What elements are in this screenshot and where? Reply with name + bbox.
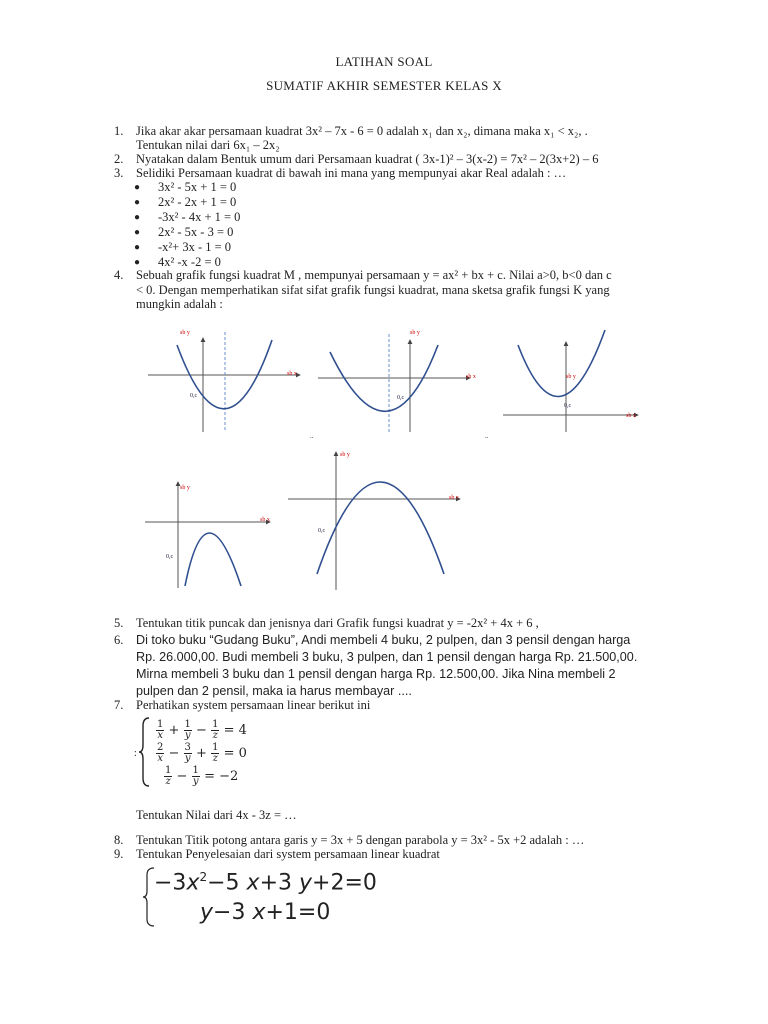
q5-text: Tentukan titik puncak dan jenisnya dari Grafik fungsi kuadrat y = -2x² + 4x + 6 , [136,616,539,630]
q6-number: 6. [114,633,124,647]
q7-text: Perhatikan system persamaan linear berikut ini [136,698,371,712]
q7-eq3-rhs: = −2 [204,769,239,784]
bullet-icon: ● [134,212,141,223]
q7-equation-2: $\frac{2}{x}$ − $\frac{3}{y}$ + $\frac{1}{z}$ = 0 [157,742,247,764]
q3-text: Selidiki Persamaan kuadrat di bawah ini mana yang mempunyai akar Real adalah : … [136,166,567,180]
q1-text: Jika akar akar persamaan kuadrat 3x² – 7x - 6 = 0 adalah x₁ dan x₂, dimana maka x₁ < x₂, . [136,124,588,138]
c-point-label: 0,c [166,554,174,560]
bullet-icon: ● [134,182,141,193]
x-axis-label: sb x [466,374,476,380]
q6-line-2: Rp. 26.000,00. Budi membeli 3 buku, 3 pulpen, dan 1 pensil dengan harga Rp. 21.500,00. [136,650,638,664]
colon-mark: : [134,748,137,759]
x-axis-label: sb x [626,413,636,419]
q1-number: 1. [114,124,124,138]
bullet-icon: ● [134,242,141,253]
q7-question: Tentukan Nilai dari 4x - 3z = … [136,808,297,822]
q8-number: 8. [114,833,124,847]
q3-option: 2x² - 2x + 1 = 0 [158,195,237,209]
graph-c [485,330,638,440]
q1-text-2: Tentukan nilai dari 6x₁ – 2x₂ [136,138,280,152]
q9-number: 9. [114,847,124,861]
q9-equation-1: $-3x^2-5$ x+3 y+2=0 [154,870,377,896]
q5-number: 5. [114,616,124,630]
q3-option: -3x² - 4x + 1 = 0 [158,210,241,224]
q7-equation-3: $\frac{1}{z}$ − $\frac{1}{y}$ = −2 [165,765,239,787]
y-axis-label: sb y [410,330,420,336]
q2-number: 2. [114,152,124,166]
y-axis-label: sb y [566,374,576,380]
graph-b [310,330,476,440]
c-point-label: 0,c [318,528,326,534]
c-point-label: 0,c [397,395,405,401]
q4-graphs [0,320,768,600]
c-point-label: 0,c [564,403,572,409]
y-axis-label: sb y [180,485,190,491]
q2-text: Nyatakan dalam Bentuk umum dari Persamaan kuadrat ( 3x-1)² – 3(x-2) = 7x² – 2(3x+2) – 6 [136,152,599,166]
q4-text: Sebuah grafik fungsi kuadrat M , mempunyai persamaan y = ax² + bx + c. Nilai a>0, b<0 dan c [136,268,612,282]
q3-option: 2x² - 5x - 3 = 0 [158,225,234,239]
q4-text-2: < 0. Dengan memperhatikan sifat sifat grafik fungsi kuadrat, mana sketsa grafik fungsi K yang [136,283,610,297]
q7-number: 7. [114,698,124,712]
q9-equation-2: y−3 x+1=0 [200,900,331,925]
q3-number: 3. [114,166,124,180]
x-axis-label: sb x [449,495,459,501]
q3-option: 4x² -x -2 = 0 [158,255,221,269]
q3-option: 3x² - 5x + 1 = 0 [158,180,237,194]
x-axis-label: sb x [287,371,297,377]
q7-eq2-rhs: = 0 [223,746,247,761]
bullet-icon: ● [134,227,141,238]
graph-a [148,330,300,432]
dots-mark: .. [485,432,489,440]
dots-mark: .. [310,432,314,440]
page-subtitle: SUMATIF AKHIR SEMESTER KELAS X [266,78,502,93]
page-title: LATIHAN SOAL [335,54,433,69]
q3-option: -x²+ 3x - 1 = 0 [158,240,232,254]
q8-text: Tentukan Titik potong antara garis y = 3x + 5 dengan parabola y = 3x² - 5x +2 adalah : … [136,833,585,847]
q6-line-1: Di toko buku “Gudang Buku”, Andi membeli 4 buku, 2 pulpen, dan 3 pensil dengan harga [136,633,631,647]
left-brace-icon [138,716,152,788]
q9-text: Tentukan Penyelesaian dari system persamaan linear kuadrat [136,847,440,861]
graph-d [145,482,270,588]
c-point-label: 0,c [190,393,198,399]
graph-e [288,452,460,590]
q6-line-3: Mirna membeli 3 buku dan 1 pensil dengan harga Rp. 12.500,00. Jika Nina membeli 2 [136,667,616,681]
q4-text-3: mungkin adalah : [136,297,223,311]
q6-line-4: pulpen dan 2 pensil, maka ia harus membayar .... [136,684,412,698]
q7-eq1-rhs: = 4 [223,723,247,738]
q4-number: 4. [114,268,124,282]
x-axis-label: sb x [260,517,270,523]
y-axis-label: sb y [180,330,190,336]
bullet-icon: ● [134,257,141,268]
q7-equation-1: $\frac{1}{x}$ + $\frac{1}{y}$ − $\frac{1}{z}$ = 4 [157,719,247,741]
y-axis-label: sb y [340,452,350,458]
bullet-icon: ● [134,197,141,208]
